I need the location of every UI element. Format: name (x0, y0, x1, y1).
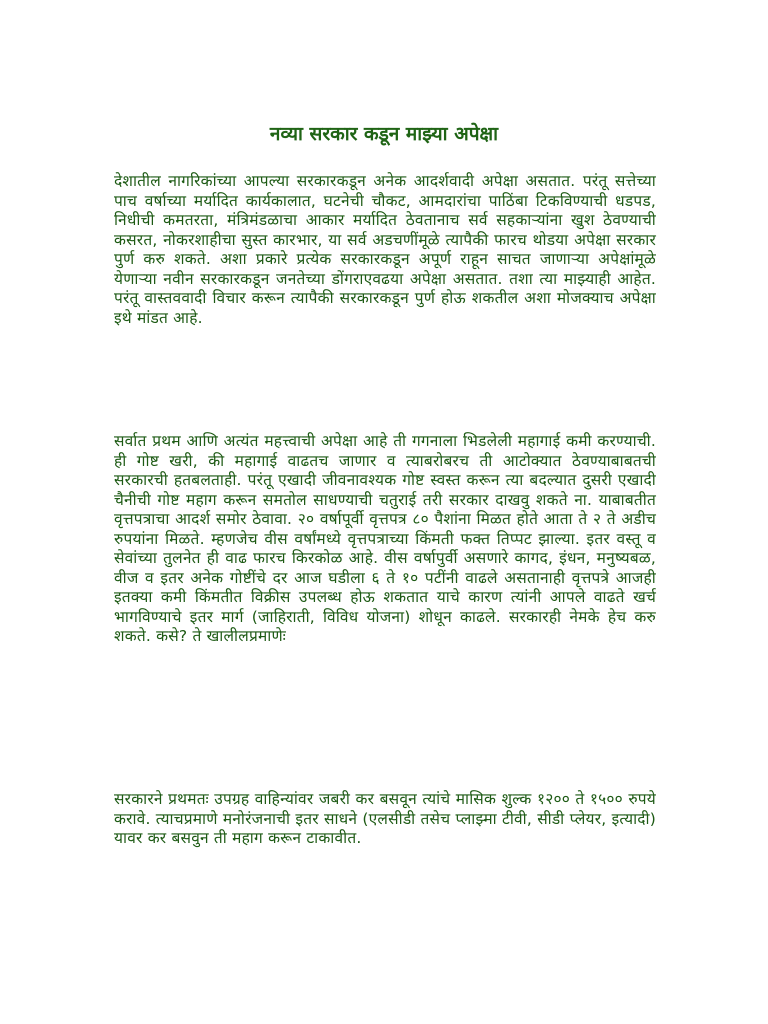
page-title: नव्या सरकार कडून माझ्या अपेक्षा (269, 123, 499, 145)
paragraph-inflation: सर्वात प्रथम आणि अत्यंत महत्त्वाची अपेक्षा आहे ती गगनाला भिडलेली महागाई कमी करण्याची. ही गोष्ट खरी, की महागाई वाढतच जाणार व त्याबरोबरच ती आटोक्यात ठेवण्याबाबतची सरकारची हतबलताही. परंतू एखादी जीवनावश्यक गोष्ट स्वस्त करून त्या बदल्यात दुसरी एखादी चैनीची गोष्ट महाग करून समतोल साधण्याची चतुराई तरी सरकार दाखवु शकते ना. याबाबतीत वृत्तपत्राचा आदर्श समोर ठेवावा. २० वर्षापूर्वी वृत्तपत्र ८० पैशांना मिळत होते आता ते २ ते अडीच रुपयांना मिळते. म्हणजेच वीस वर्षांमध्ये वृत्तपत्राच्या किंमती फक्त तिप्पट झाल्या. इतर वस्तू व सेवांच्या तुलनेत ही वाढ फारच किरकोळ आहे. वीस वर्षापुर्वी असणारे कागद, इंधन, मनुष्यबळ, वीज व इतर अनेक गोष्टींचे दर आज घडीला ६ ते १० पटींनी वाढले असतानाही वृत्तपत्रे आजही इतक्या कमी किंमतीत विक्रीस उपलब्ध होऊ शकतात याचे कारण त्यांनी आपले वाढते खर्च भागविण्याचे इतर मार्ग (जाहिराती, विविध योजना) शोधून काढले. सरकारही नेमके हेच करु शकते. कसे? ते खालीलप्रमाणेः (114, 432, 656, 645)
paragraph-tax-proposal: सरकारने प्रथमतः उपग्रह वाहिन्यांवर जबरी कर बसवून त्यांचे मासिक शुल्क १२०० ते १५०० रुपये करावे. त्याचप्रमाणे मनोरंजनाची इतर साधने (एलसीडी तसेच प्लाझ्मा टीवी, सीडी प्लेयर, इत्यादी) यावर कर बसवुन ती महाग करून टाकावीत. (114, 790, 656, 847)
paragraph-intro: देशातील नागरिकांच्या आपल्या सरकारकडून अनेक आदर्शवादी अपेक्षा असतात. परंतू सत्तेच्या पाच वर्षाच्या मर्यादित कार्यकालात, घटनेची चौकट, आमदारांचा पाठिंबा टिकविण्याची धडपड, निधीची कमतरता, मंत्रिमंडळाचा आकार मर्यादित ठेवतानाच सर्व सहकाऱ्यांना खुश ठेवण्याची कसरत, नोकरशाहीचा सुस्त कारभार, या सर्व अडचणींमूळे त्यापैकी फारच थोडया अपेक्षा सरकार पुर्ण करु शकते. अशा प्रकारे प्रत्येक सरकारकडून अपूर्ण राहून साचत जाणाऱ्या अपेक्षांमूळे येणाऱ्या नवीन सरकारकडून जनतेच्या डोंगराएवढया अपेक्षा असतात. तशा त्या माझ्याही आहेत. परंतू वास्तववादी विचार करून त्यापैकी सरकारकडून पुर्ण होऊ शकतील अशा मोजक्याच अपेक्षा इथे मांडत आहे. (114, 172, 656, 327)
